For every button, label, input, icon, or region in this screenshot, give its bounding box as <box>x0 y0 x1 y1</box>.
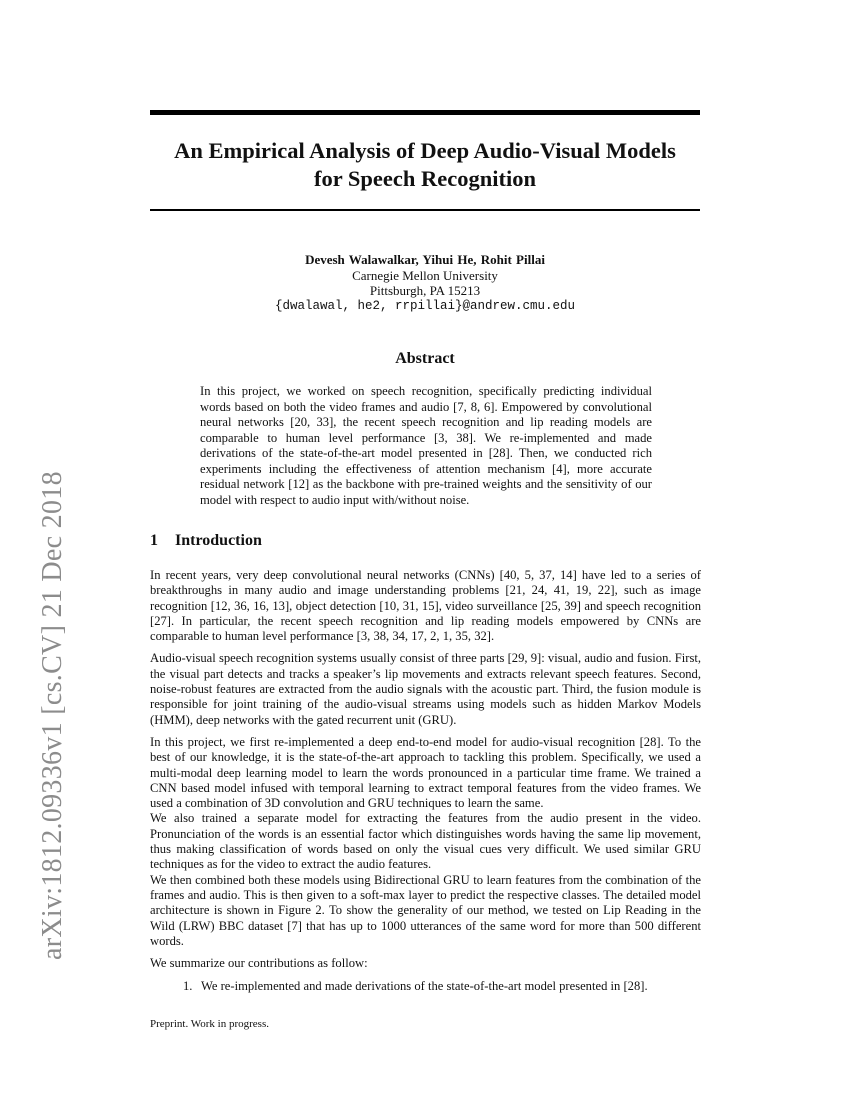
author-location: Pittsburgh, PA 15213 <box>369 283 481 298</box>
paragraph: We summarize our contributions as follow: <box>150 956 368 971</box>
abstract-body: In this project, we worked on speech recognition, specifically predicting individual words based on both the video frames and audio [7, 8, 6]. Empowered by convolutional neural networks [20, 33], the recent speech recognition and lip reading models are comparable to human level performance [3, 38]. We re-implemented and made derivations of the state-of-the-art model presented in [28]. Then, we conducted rich experiments including the effectiveness of attention mechanism [4], more accurate residual network [12] as the backbone with pre-trained weights and the sensitivity of our model with respect to audio input with/without noise. <box>200 384 652 507</box>
title-rule-bottom <box>150 209 700 211</box>
paragraph: In this project, we first re-implemented a deep end-to-end model for audio-visual recognition [28]. To the best of our knowledge, it is the state-of-the-art approach to tackling this problem. Specifically, we used a multi-modal deep learning model to learn the words pronounced in a particular time frame. We trained a CNN based model infused with temporal learning to extract temporal features from the video frames. We used a combination of 3D convolution and GRU techniques to learn the same. <box>150 734 701 811</box>
introduction-body <box>150 568 701 995</box>
section-heading <box>150 532 262 550</box>
footer-note: Preprint. Work in progress. <box>150 1018 269 1030</box>
author-block <box>150 252 700 314</box>
title-rule-top <box>150 110 700 115</box>
abstract-heading: Abstract <box>395 350 455 367</box>
list-item-number: 1. <box>183 979 193 994</box>
paragraph: In recent years, very deep convolutional neural networks (CNNs) [40, 5, 37, 14] have led to a series of breakthroughs in many audio and image understanding problems [21, 24, 41, 19, 22], such as image recognition [12, 36, 16, 13], object detection [10, 31, 15], video surveillance [25, 39] and speech recognition [27]. In particular, the recent speech recognition and lip reading models empowered by CNNs are comparable to human level performance [3, 38, 34, 17, 2, 1, 35, 32]. <box>150 568 701 644</box>
list-item-text: We re-implemented and made derivations of the state-of-the-art model presented in [28]. <box>201 979 648 994</box>
paragraph: We also trained a separate model for extracting the features from the audio present in the video. Pronunciation of the words is an essential factor which distinguishes words having the same lip movement, thus making classification of words based on only the visual cues very difficult. We used similar GRU techniques as for the video to extract the audio features. <box>150 811 701 872</box>
title-line-1: An Empirical Analysis of Deep Audio-Visual Models <box>174 138 676 163</box>
author-affiliation: Carnegie Mellon University <box>352 267 498 283</box>
section-number: 1 <box>150 532 158 549</box>
author-names: Devesh Walawalkar, Yihui He, Rohit Pillai <box>305 252 545 267</box>
paragraph: We then combined both these models using Bidirectional GRU to learn features from the combination of the frames and audio. This is then given to a soft-max layer to predict the respective classes. The detailed model architecture is shown in Figure 2. To show the generality of our method, we tested on Lip Reading in the Wild (LRW) BBC dataset [7] that has up to 1000 utterances of the same word for more than 500 different words. <box>150 872 701 948</box>
contributions-list <box>150 979 701 994</box>
author-emails: {dwalawal, he2, rrpillai}@andrew.cmu.edu <box>274 298 576 313</box>
paper-title <box>150 137 700 193</box>
paragraph: Audio-visual speech recognition systems usually consist of three parts [29, 9]: visual, audio and fusion. First, the visual part detects and tracks a speaker’s lip movements and extracts relevant speech features. Second, noise-robust features are extracted from the audio signals with the acoustic part. Third, the fusion module is responsible for joint training of the audio-visual streams using models such as hidden Markov Models (HMM), deep networks with the gated recurrent unit (GRU). <box>150 651 701 727</box>
section-title: Introduction <box>175 532 262 549</box>
title-line-2: for Speech Recognition <box>313 166 537 191</box>
list-item <box>150 979 701 994</box>
arxiv-stamp: arXiv:1812.09336v1 [cs.CV] 21 Dec 2018 <box>37 471 68 960</box>
